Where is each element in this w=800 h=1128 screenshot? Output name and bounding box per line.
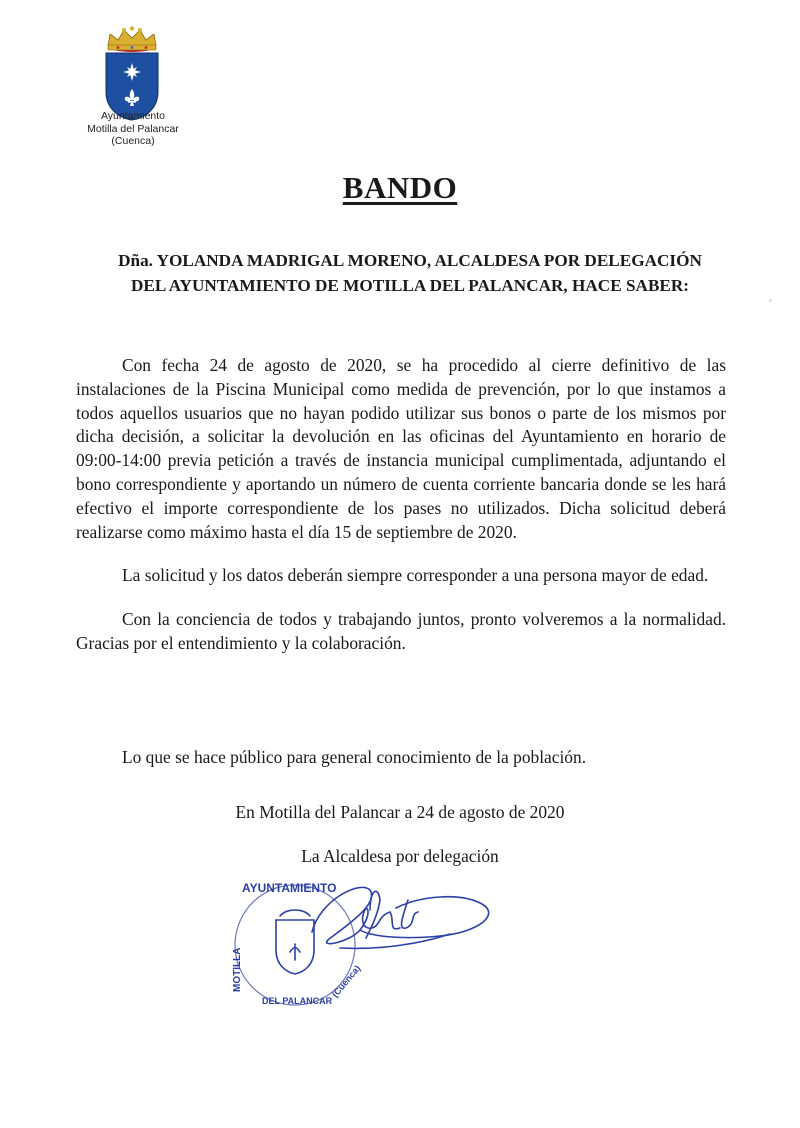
signer-title (0, 844, 800, 868)
coat-of-arms-icon (100, 26, 164, 122)
intro-line-1: Dña. YOLANDA MADRIGAL MORENO, ALCALDESA POR DELEGACIÓN (118, 251, 702, 270)
intro-heading (60, 248, 760, 298)
body-text (76, 354, 726, 676)
body-paragraph-3: Con la conciencia de todos y trabajando juntos, pronto volveremos a la normalidad. Gracias por el entendimiento y la colaboración. (76, 609, 726, 653)
closing-statement: Lo que se hace público para general conocimiento de la población. (122, 747, 587, 767)
municipality-line-1: Ayuntamiento (100, 110, 165, 122)
stamp-top-text: AYUNTAMIENTO (242, 881, 337, 895)
document-title: BANDO (342, 170, 458, 205)
signer-title-text: La Alcaldesa por delegación (301, 846, 499, 866)
municipality-line-2: Motilla del Palancar (87, 122, 179, 135)
body-paragraph-2: La solicitud y los datos deberán siempre corresponder a una persona mayor de edad. (122, 565, 709, 586)
intro-line-2: DEL AYUNTAMIENTO DE MOTILLA DEL PALANCAR, HACE SABER: (130, 276, 690, 295)
municipality-line-3: (Cuenca) (111, 135, 155, 147)
official-stamp-and-signature (220, 870, 510, 1020)
municipality-label (70, 110, 196, 148)
stamp-right-text: (Cuenca) (329, 963, 363, 1000)
body-paragraph-1: Con fecha 24 de agosto de 2020, se ha procedido al cierre definitivo de las instalaciones de la Piscina Municipal como medida de prevención, por lo que instamos a todos aquellos usuarios que no hayan podido utilizar sus bonos o parte de los mismos por dicha decisión, a solicitar la devolución en las oficinas del Ayuntamiento en horario de 09:00-14:00 previa petición a través de instancia municipal cumplimentada, adjuntando el bono correspondiente y aportando un número de cuenta corriente bancaria donde se les hará efectivo el importe correspondiente de los pases no utilizados. Dicha solicitud deberá realizarse como máximo hasta el día 15 de septiembre de 2020. (76, 355, 726, 542)
scan-speck (769, 299, 772, 302)
stamp-bottom-text: DEL PALANCAR (262, 996, 333, 1006)
stamp-left-text: MOTILLA (232, 947, 243, 992)
place-and-date: En Motilla del Palancar a 24 de agosto de 2020 (235, 802, 565, 822)
